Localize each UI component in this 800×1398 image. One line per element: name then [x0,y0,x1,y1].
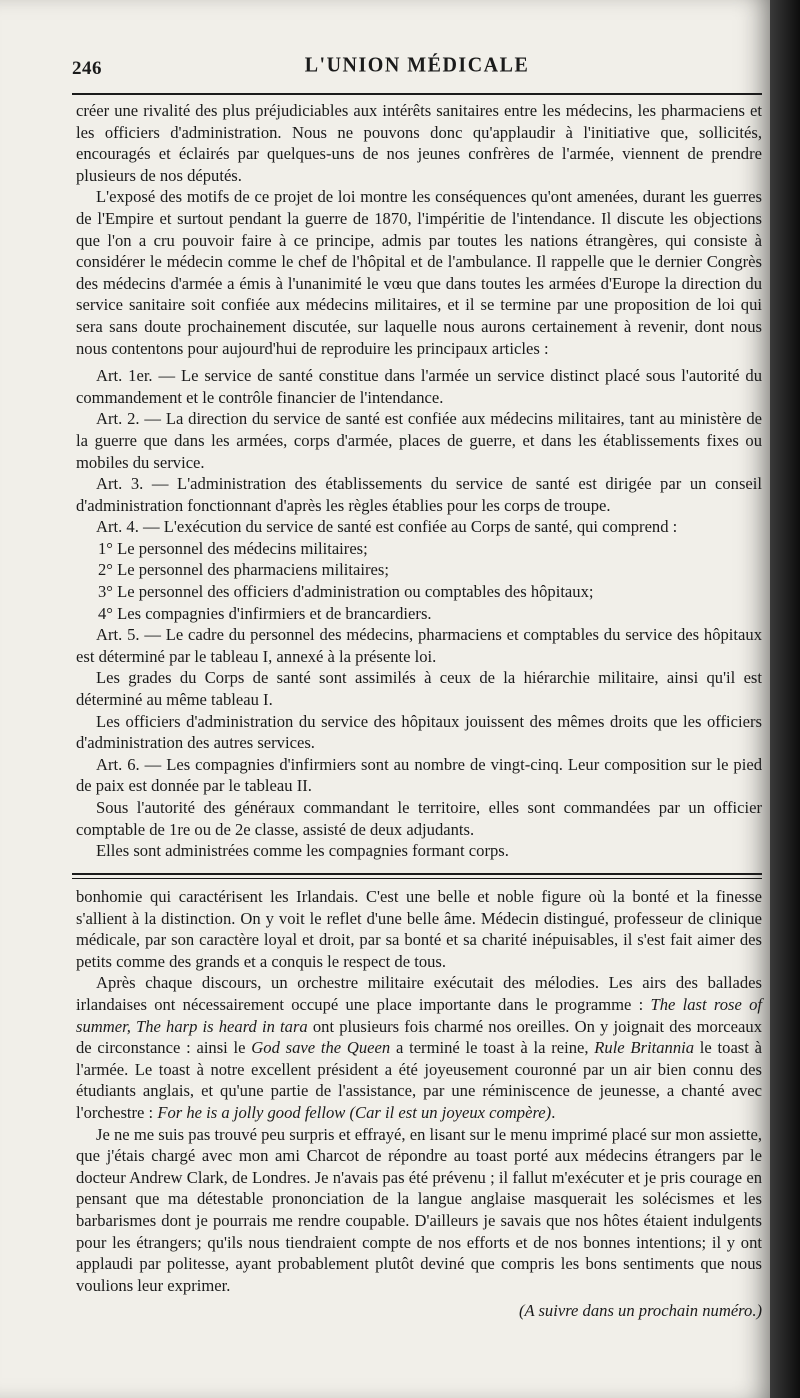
page-number: 246 [72,58,102,79]
motives-paragraph: L'exposé des motifs de ce projet de loi montre les conséquences qu'ont amenées, durant les guerres de l'Empire et surtout pendant la guerre de 1870, l'impéritie de l'intendance. Il discute les objections que l'on a cru pouvoir faire à ce principe, admis par toutes les nations étrangères, qui consiste à considérer le médecin comme le chef de l'hôpital et de l'ambulance. Il rappelle que le dernier Congrès des médecins d'armée a émis à l'unanimité le vœu que dans toutes les armées d'Europe la direction du service sanitaire soit confiée aux médecins militaires, et il se termine par une proposition de loi qui sera sans doute prochainement discutée, sur laquelle nous aurons certainement à revenir, dont nous nous contentons pour aujourd'hui de reproduire les principaux articles : [76,187,762,358]
corps-list-item: 1° Le personnel des médecins militaires; [98,538,368,558]
corps-list-item: 3° Le personnel des officiers d'administration ou comptables des hôpitaux; [98,582,594,602]
bottom-paragraph-2 [76,972,762,1123]
page-header [72,52,762,86]
song-title: The last rose of summer, The harp is heard in tara [76,994,762,1036]
text-run: ont plusieurs fois charmé nos oreilles. On y joignait des morceaux de circonstance : ainsi le [76,1016,762,1058]
bottom-paragraph-3: Je ne me suis pas trouvé peu surpris et effrayé, en lisant sur le menu imprimé placé sur mon assiette, que j'étais chargé avec mon ami Charcot de répondre au toast porté aux médecins étrangers par le docteur Andrew Clark, de Londres. Je n'avais pas été prévenu ; il fallut m'exécuter et je pris courage en pensant que ma détestable prononciation de la langue anglaise masquerait les solécismes et les barbarismes dont je pourrais me rendre coupable. D'ailleurs je savais que nos hôtes étaient indulgents pour les étrangers; qu'ils nous tiendraient compte de nos efforts et de nos bonnes intentions; il y ont applaudi par politesse, ayant probablement plutôt deviné que compris les bons sentiments que nous voulions leur exprimer. [76,1124,762,1295]
text-run: Après chaque discours, un orchestre militaire exécutait des mélodies. Les airs des ballades irlandaises ont nécessairement occupé une place importante dans le programme : [76,973,762,1014]
article-6-administration: Elles sont administrées comme les compagnies formant corps. [96,841,509,861]
article-3: Art. 3. — L'administration des établissements du service de santé est dirigée par un conseil d'administration fonctionnant d'après les règles établies pour les corps de troupe. [76,474,762,515]
continuation-note: (A suivre dans un prochain numéro.) [518,1301,762,1321]
song-title: For he is a jolly good fellow (Car il est un joyeux compère) [157,1102,552,1122]
article-6-command: Sous l'autorité des généraux commandant le territoire, elles sont commandées par un officier comptable de 1re ou de 2e classe, assisté de deux adjudants. [76,798,762,839]
bottom-section [76,886,762,1322]
top-section [76,100,762,862]
corps-list-item: 2° Le personnel des pharmaciens militaires; [98,560,389,580]
article-5: Art. 5. — Le cadre du personnel des médecins, pharmaciens et comptables du service des hôpitaux est déterminé par le tableau I, annexé à la présente loi. [76,625,762,666]
journal-title: L'UNION MÉDICALE [304,53,530,77]
intro-paragraph: créer une rivalité des plus préjudiciables aux intérêts sanitaires entre les médecins, les pharmaciens et les officiers d'administration. Nous ne pouvons donc qu'applaudir à l'initiative que, sollicités, encouragés et éclairés par quelques-uns de nos jeunes confrères de l'armée, viennent de prendre plusieurs de nos députés. [76,101,762,185]
page-binding-shadow [770,0,800,1398]
corps-list-item: 4° Les compagnies d'infirmiers et de brancardiers. [98,603,432,623]
article-2: Art. 2. — La direction du service de santé est confiée aux médecins militaires, tant au ministère de la guerre que dans les armées, corps d'armée, places de guerre, et dans les établissements fixes ou mobiles du service. [76,409,762,472]
text-run: a terminé le toast à la reine, [390,1038,595,1058]
text-run: le toast à l'armée. Le toast à notre excellent président a été joyeusement couronné par un air bien connu des étudiants anglais, et qu'une partie de l'assistance, par une réminiscence de jeunesse, a chanté avec l'orchestre : [76,1038,762,1122]
section-rule-top [72,873,762,875]
article-4: Art. 4. — L'exécution du service de santé est confiée au Corps de santé, qui comprend : [96,517,678,537]
text-run: . [551,1102,556,1122]
bottom-paragraph-1: bonhomie qui caractérisent les Irlandais. C'est une belle et noble figure où la bonté et la finesse s'allient à la distinction. On y voit le reflet d'une belle âme. Médecin distingué, professeur de clinique médicale, par son caractère loyal et droit, par sa bonté et sa charité inépuisables, il s'est fait aimer des petits comme des grands et a conquis le respect de tous. [76,887,762,971]
article-5-grades: Les grades du Corps de santé sont assimilés à ceux de la hiérarchie militaire, ainsi qu'il est déterminé au même tableau I. [76,668,762,710]
section-rule-bottom [72,878,762,879]
header-rule [72,93,762,95]
song-title: God save the Queen [251,1038,391,1058]
article-5-officers: Les officiers d'administration du service des hôpitaux jouissent des mêmes droits que les officiers d'administration des autres services. [76,711,762,753]
article-6: Art. 6. — Les compagnies d'infirmiers sont au nombre de vingt-cinq. Leur composition sur le pied de paix est donnée par le tableau II. [76,754,762,796]
article-1: Art. 1er. — Le service de santé constitue dans l'armée un service distinct placé sous l'autorité du commandement et le contrôle financier de l'intendance. [76,366,762,407]
song-title: Rule Britannia [594,1038,695,1058]
